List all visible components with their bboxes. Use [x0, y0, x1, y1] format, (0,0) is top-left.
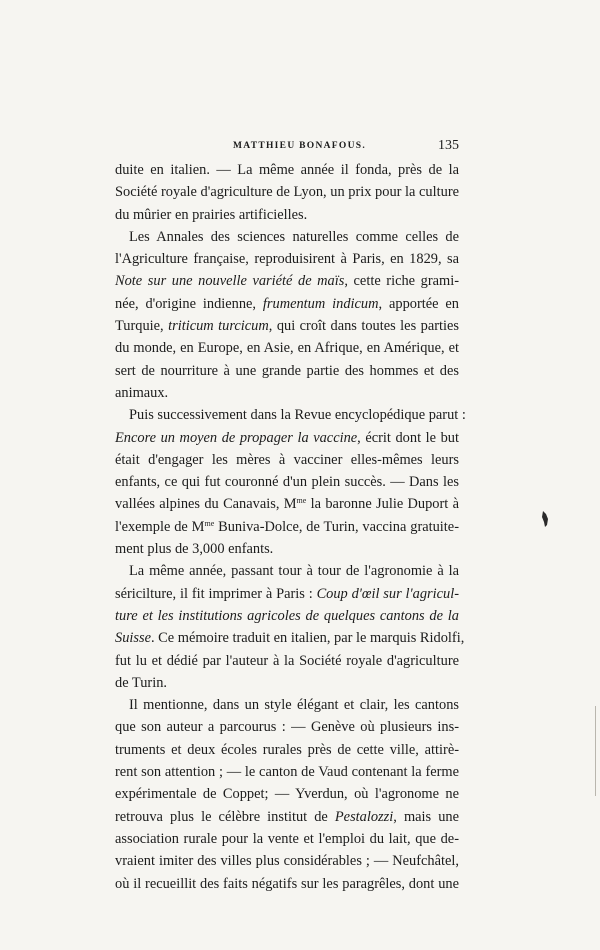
italic-title: Coup d'œil sur l'agricul-: [316, 585, 459, 602]
text-line: expérimentale de Coppet; — Yverdun, où l'agronome ne: [115, 786, 459, 803]
text-line: Les Annales des sciences naturelles comme celles de: [129, 228, 459, 245]
text-line: [115, 627, 465, 649]
text-line: Société royale d'agriculture de Lyon, un prix pour la culture: [115, 184, 459, 201]
italic-title: Encore un moyen de propager la vaccine: [115, 429, 358, 446]
text-line: que son auteur a parcourus : — Genève où plusieurs ins-: [115, 719, 459, 736]
text-run: retrouva plus le célèbre institut de: [115, 808, 335, 825]
text-line: ment plus de 3,000 enfants.: [115, 541, 274, 558]
italic-title: Note sur une nouvelle variété de maïs: [115, 273, 345, 290]
italic-term: triticum turcicum: [168, 318, 269, 335]
text-run: la baronne Julie Duport à: [306, 496, 460, 513]
text-line: rent son attention ; — le canton de Vaud contenant la ferme: [115, 764, 459, 781]
text-line: La même année, passant tour à tour de l'agronomie à la: [129, 563, 459, 580]
superscript: me: [296, 496, 307, 506]
text-line: [115, 270, 459, 292]
text-line: Puis successivement dans la Revue encyclopédique parut :: [129, 407, 466, 424]
text-line: du monde, en Europe, en Asie, en Afrique, en Amérique, et: [115, 340, 459, 357]
page-body: [115, 159, 466, 895]
text-line: [115, 583, 459, 605]
text-run: Buniva-Dolce, de Turin, vaccina gratuite-: [214, 518, 459, 535]
text-run: née, d'origine indienne,: [115, 295, 263, 312]
superscript: me: [204, 518, 215, 528]
text-line: était d'engager les mères à vacciner elles-mêmes leurs: [115, 451, 459, 468]
page-edge-line: [595, 706, 596, 796]
italic-title: ture et les institutions agricoles de quelques cantons de la: [115, 607, 459, 624]
text-line: [115, 806, 459, 828]
text-run: séricilture, il fit imprimer à Paris :: [115, 585, 317, 602]
text-line: duite en italien. — La même année il fonda, près de la: [115, 162, 459, 178]
running-title: MATTHIEU BONAFOUS.: [233, 141, 367, 151]
text-line: [115, 315, 459, 337]
text-line: [115, 293, 459, 315]
text-run: l'exemple de M: [115, 518, 205, 535]
page-number: 135: [438, 138, 459, 153]
text-line: du mûrier en prairies artificielles.: [115, 206, 308, 223]
text-run: , qui croît dans toutes les parties: [268, 318, 459, 335]
italic-term: frumentum indicum: [262, 295, 379, 312]
italic-title: Suisse: [115, 630, 151, 647]
text-run: , mais une: [393, 808, 459, 825]
text-run: , écrit dont le but: [357, 429, 459, 446]
text-line: Il mentionne, dans un style élégant et clair, les cantons: [129, 697, 459, 714]
text-run: vallées alpines du Canavais, M: [115, 496, 297, 513]
text-line: l'Agriculture française, reproduisirent à Paris, en 1829, sa: [115, 251, 459, 268]
text-line: [115, 427, 459, 449]
text-run: . Ce mémoire traduit en italien, par le marquis Ridolfi,: [150, 630, 465, 647]
text-line: de Turin.: [115, 674, 167, 691]
text-line: vraient imiter des villes plus considérables ; — Neufchâtel,: [115, 853, 459, 870]
text-line: association rurale pour la vente et l'emploi du lait, que de-: [115, 830, 459, 847]
text-run: , apportée en: [378, 295, 459, 312]
text-line: sert de nourriture à une grande partie des hommes et des: [115, 362, 459, 379]
text-line: fut lu et dédié par l'auteur à la Société royale d'agriculture: [115, 652, 459, 669]
text-run: Turquie,: [115, 318, 169, 335]
italic-name: Pestalozzi: [334, 808, 394, 825]
text-line: [115, 605, 459, 627]
ink-blot-mark: [540, 510, 550, 528]
text-line: enfants, ce qui fut couronné d'un plein succès. — Dans les: [115, 474, 459, 491]
text-line: [115, 516, 459, 538]
text-line: truments et deux écoles rurales près de cette ville, attirè-: [115, 741, 459, 758]
running-header: [115, 138, 459, 158]
text-run: , cette riche grami-: [344, 273, 460, 290]
text-line: où il recueillit des faits négatifs sur les paragrêles, dont une: [115, 875, 459, 892]
text-line: animaux.: [115, 384, 169, 401]
text-line: [115, 493, 459, 515]
